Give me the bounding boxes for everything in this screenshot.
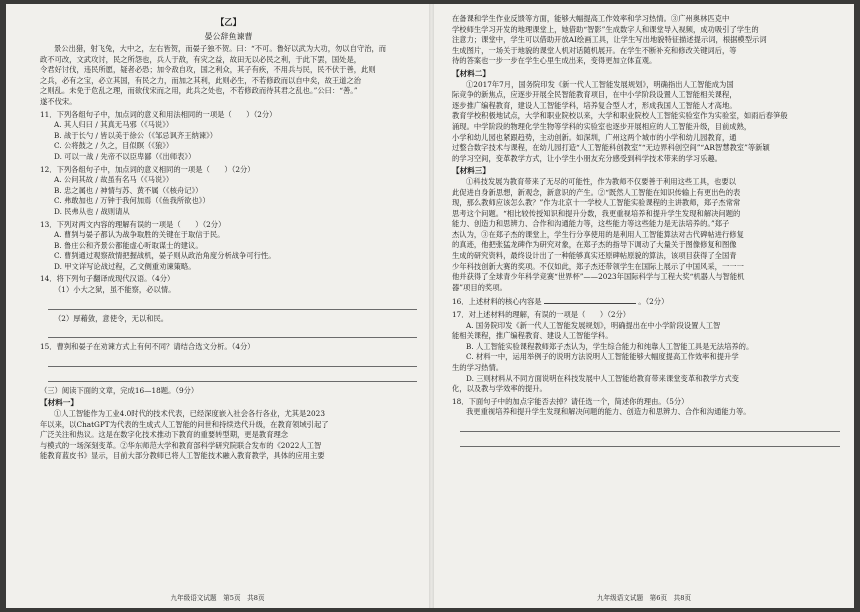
essay-line: 之兵，必有之宝，必立其国，有民之力，而加之其利，此则必生，不若修政而以自中矣，故王道之治: [40, 75, 362, 85]
answer-line[interactable]: [48, 327, 417, 338]
material-line: 年以来，以ChatGPT为代表的生成式人工智能的问世和持续迭代升级，在教育领域引起了: [40, 419, 329, 429]
quoted-sentence: 我更重视培养和提升学生发现和解决问题的能力、创造力和思辨力、合作和沟通能力等。: [466, 407, 751, 417]
question-stem: 13．下列对两文内容的理解有误的一项是（ ）（2分）: [40, 219, 226, 229]
material-line: ①科技发展为教育带来了无尽的可能性，作为教师不仅要善于利用这些工具，也要以: [466, 176, 736, 186]
option-a: A. 曹刿与晏子都认为战争取胜的关键在于取信于民。: [54, 230, 225, 240]
material-line: 过整合数字技术与课程，在幼儿园打造“人工智能科创教室”“无边界科创空间”“AR智慧教室”等新颖: [452, 143, 770, 153]
essay-line: 之则乱。未免于危乱之理，而欲伐宋而之用，此兵之处也，不若修政而待其君之乱也。”公曰：“善。”: [40, 86, 358, 96]
option-c: C. 弗敢加也 / 万钟于我何加焉（《鱼我所欲也》）: [54, 196, 210, 206]
material-3-body: [452, 177, 840, 294]
question-stem: 11．下列各组句子中，加点词的意义和用法相同的一项是（ ）（2分）: [40, 109, 277, 119]
material-line: ①2017年7月，国务院印发《新一代人工智能发展规划》，明确指出人工智能成为国: [466, 79, 734, 89]
material-line: 小学和幼儿园也紧跟趋势，主动创新。如深圳，广州这两个城市的小学和幼儿园教育，通: [452, 132, 737, 142]
page-6-content: [452, 14, 840, 451]
material-1-heading: 【材料一】: [40, 398, 78, 408]
option-c: C. 曹刿通过观察敌情把握战机，晏子则从政治角度分析战争可行性。: [54, 251, 276, 261]
translation-item: （2）厚藉敛，意使令，无以和民。: [54, 313, 169, 323]
option-d: D. 三则材料从不同方面说明在科技发展中人工智能给教育带来课堂变革和教学方式变: [466, 373, 739, 383]
question-17: [452, 310, 840, 395]
question-15: [40, 342, 417, 382]
essay-line: 政不可改，文武攻讨，民之所怨也，兵人于敌，有灾之益，故田无以必民之利，于此下罢，国处是，: [40, 54, 362, 64]
question-12: [40, 165, 417, 218]
fill-blank[interactable]: [544, 295, 636, 304]
material-line: 际竞争的新焦点，应逐步开展全民智能教育项目，在中小学阶段设置人工智能相关课程，: [452, 90, 737, 100]
essay-line: 令君好讨伐，违民所愿，疑者必恐；加令敌自攻，国之利众，其子有疾，不用兵与民，民不伏于善，此则: [40, 65, 376, 75]
material-line: 的真迹，他把张猛龙碑作为研究对象，在郑子杰的指导下调动了大量关于图像修复和图像: [452, 240, 737, 250]
material-line: 的学习空间，变革教学方式，让小学生小朋友充分感受到科学技术带来的学习乐趣。: [452, 153, 722, 163]
page-footer: 九年级语文试题 第6页 共8页: [596, 594, 692, 602]
material-line: 教育学校积极地试点，大学和职业院校以来，大学和职业院校人工智能实验室作为实验室，如雨后春笋般: [452, 111, 788, 121]
essay-line: 遂不伐宋。: [40, 96, 77, 106]
answer-line[interactable]: [48, 371, 417, 382]
material-line: 少年科技创新大赛的奖项。不仅如此，郑子杰还带领学生在国际上展示了中国风采，一一一: [452, 261, 744, 271]
option-d-cont: 化，以及教与学效率的提升。: [452, 384, 547, 394]
option-b: B. 人工智能实验课程教师郑子杰认为，学生综合能力和纯靠人工智能工具是无法培养的。: [466, 341, 754, 351]
section-tag: 【乙】: [215, 17, 242, 27]
material-line: 现，那么教师应该怎么教？”作为北京十一学校人工智能实验课程的主讲教师，郑子杰常常: [452, 198, 741, 208]
material-line: 杰认为，③在郑子杰的课堂上，学生行分享使用的是利用人工智能算法对古代碑帖进行修复: [452, 229, 744, 239]
answer-line[interactable]: [460, 436, 840, 447]
material-2-body: [452, 80, 840, 165]
option-a: A. 其人归曰 / 其真无马邪（《马说》）: [54, 120, 174, 130]
material-line: 与模式的一场深刻变革。②华东师范大学和教育部科学研究院联合发布的《2022人工智: [40, 440, 322, 450]
material-line: 能力、创造力和思辨力、合作和沟通能力等，这些能力等这些能力是无法培养的。”郑子: [452, 219, 730, 229]
material-line: 广泛关注和热议。这是在数字化技术推动下教育的重要转型期，更是教育理念: [40, 430, 289, 440]
question-11: [40, 110, 417, 163]
option-b: B. 忠之属也 / 神情与苏、黄不属（《核舟记》）: [54, 185, 203, 195]
material-line: 此促进自身新思想，新观念，新意识的产生。②“既然人工智能在知识传输上有更出色的表: [452, 187, 741, 197]
essay-title: 晏公辞鱼谏曹: [204, 32, 253, 41]
question-18: [452, 397, 840, 447]
question-stem: 14．将下列句子翻译成现代汉语。（4分）: [40, 274, 175, 284]
material-3-heading: 【材料三】: [452, 166, 490, 176]
material-line: 能教育蓝皮书》显示，目前大部分教师已将人工智能技术融入教育教学，具体的应用主要: [40, 451, 325, 461]
option-a-cont: 能相关课程，推广编程教育、建设人工智能学科。: [452, 331, 613, 341]
answer-line[interactable]: [460, 421, 840, 432]
answer-line[interactable]: [48, 356, 417, 367]
option-b: B. 战于长勺 / 皆以美于徐公（《邹忌讽齐王纳谏》）: [54, 130, 218, 140]
question-13: [40, 220, 417, 273]
part-3-heading: （三）阅读下面的文章，完成16—18题。（9分）: [40, 385, 199, 395]
material-line: ①人工智能作为工业4.0时代的技术代表，已经深度嵌入社会各行各业，尤其是2023: [54, 409, 325, 419]
question-points: 。（2分）: [638, 297, 669, 307]
page-footer: 九年级语文试题 第5页 共8页: [170, 594, 265, 602]
question-14: [40, 274, 417, 338]
essay-line: 景公出猎，射飞兔，大中之，左右皆贺，而晏子独不贺。曰：“不可。鲁好以武为大功，勿以自守治，而: [54, 44, 387, 53]
option-a: A. 国务院印发《新一代人工智能发展规划》，明确提出在中小学阶段设置人工智: [466, 320, 721, 330]
translation-item: （1）小大之狱，虽不能察，必以情。: [54, 285, 176, 295]
option-c: C. 材料一中，运用举例子的说明方法说明人工智能能够大幅度提高工作效率和提升学: [466, 352, 739, 362]
option-d: D. 甲文详写论战过程，乙文侧重劝谏策略。: [54, 261, 196, 271]
material-1-continued: [452, 14, 840, 67]
question-stem: 16．上述材料的核心内容是: [452, 297, 542, 307]
question-stem: 18．下面句子中的加点字能否去掉？请任选一个，简述你的理由。（5分）: [452, 396, 689, 406]
material-line: 他并获得了全球青少年科学竞赛“世界杯”——2023年国际科学与工程大奖“机器人与智能机: [452, 272, 745, 282]
page-5-content: [40, 14, 417, 462]
material-line: 在备课和学生作业反馈等方面，能够大幅提高工作效率和学习热情。③广州奥林匹克中: [452, 14, 730, 23]
material-line: 涌现。中学阶段的物理化学生物等学科的实验室也逐步开展相应的人工智能升级，目前成熟，: [452, 121, 752, 131]
question-stem: 17．对上述材料的理解，有误的一项是（ ）（2分）: [452, 310, 631, 320]
exam-sheet: [6, 4, 854, 608]
material-line: 注意力；课堂中，学生可以借助开放AI绘画工具，让学生写出地貌特征描述提示词，根据模型示词: [452, 35, 767, 45]
material-line: 生成的研究资料，最终设计出了一种能够真实还原碑帖原貌的算法，该项目获得了全国青: [452, 251, 737, 261]
question-stem: 15．曹刿和晏子在劝谏方式上有何不同？请结合选文分析。（4分）: [40, 342, 255, 352]
option-c-cont: 生的学习热情。: [452, 363, 504, 372]
material-2-heading: 【材料二】: [452, 68, 490, 78]
option-d: D. 民弗从也 / 战则请从: [54, 206, 130, 216]
material-line: 器”项目的奖项。: [452, 282, 507, 292]
material-line: 逐步推广编程教育，建设人工智能学科，培养复合型人才，形成我国人工智能人才高地。: [452, 100, 737, 110]
option-c: C. 公将鼓之 / 久之，目似瞑（《狼》）: [54, 141, 174, 151]
material-line: 学校师生学习开发的地理课堂上，她借助“智影”生成数字人和课堂导入视频，成功吸引了学生的: [452, 24, 759, 34]
material-1-body: [40, 409, 417, 462]
material-line: 待的答案也一步一步在学生心里生成出来，变得更加立体直观。: [452, 56, 657, 66]
question-stem: 12．下列各组句子中，加点词的意义相同的一项是（ ）（2分）: [40, 164, 255, 174]
material-line: 生成图片，一场关于地貌的课堂人机对话随机展开。在学生不断补充和修改关键词后，等: [452, 45, 737, 55]
page-5: [6, 4, 429, 608]
page-6: [434, 4, 854, 608]
material-line: 思考这个问题。“相比较传授知识和提升分数，我更重视培养和提升学生发现和解决问题的: [452, 208, 741, 218]
option-a: A. 公问其故 / 故虽有名马（《马说》）: [54, 175, 174, 185]
answer-line[interactable]: [48, 299, 417, 310]
question-16: [452, 295, 840, 308]
essay-body: [40, 44, 417, 108]
option-d: D. 可以一战 / 先帝不以臣卑鄙（《出师表》）: [54, 151, 196, 161]
option-b: B. 鲁庄公和齐景公都能虚心听取谋士的建议。: [54, 240, 203, 250]
